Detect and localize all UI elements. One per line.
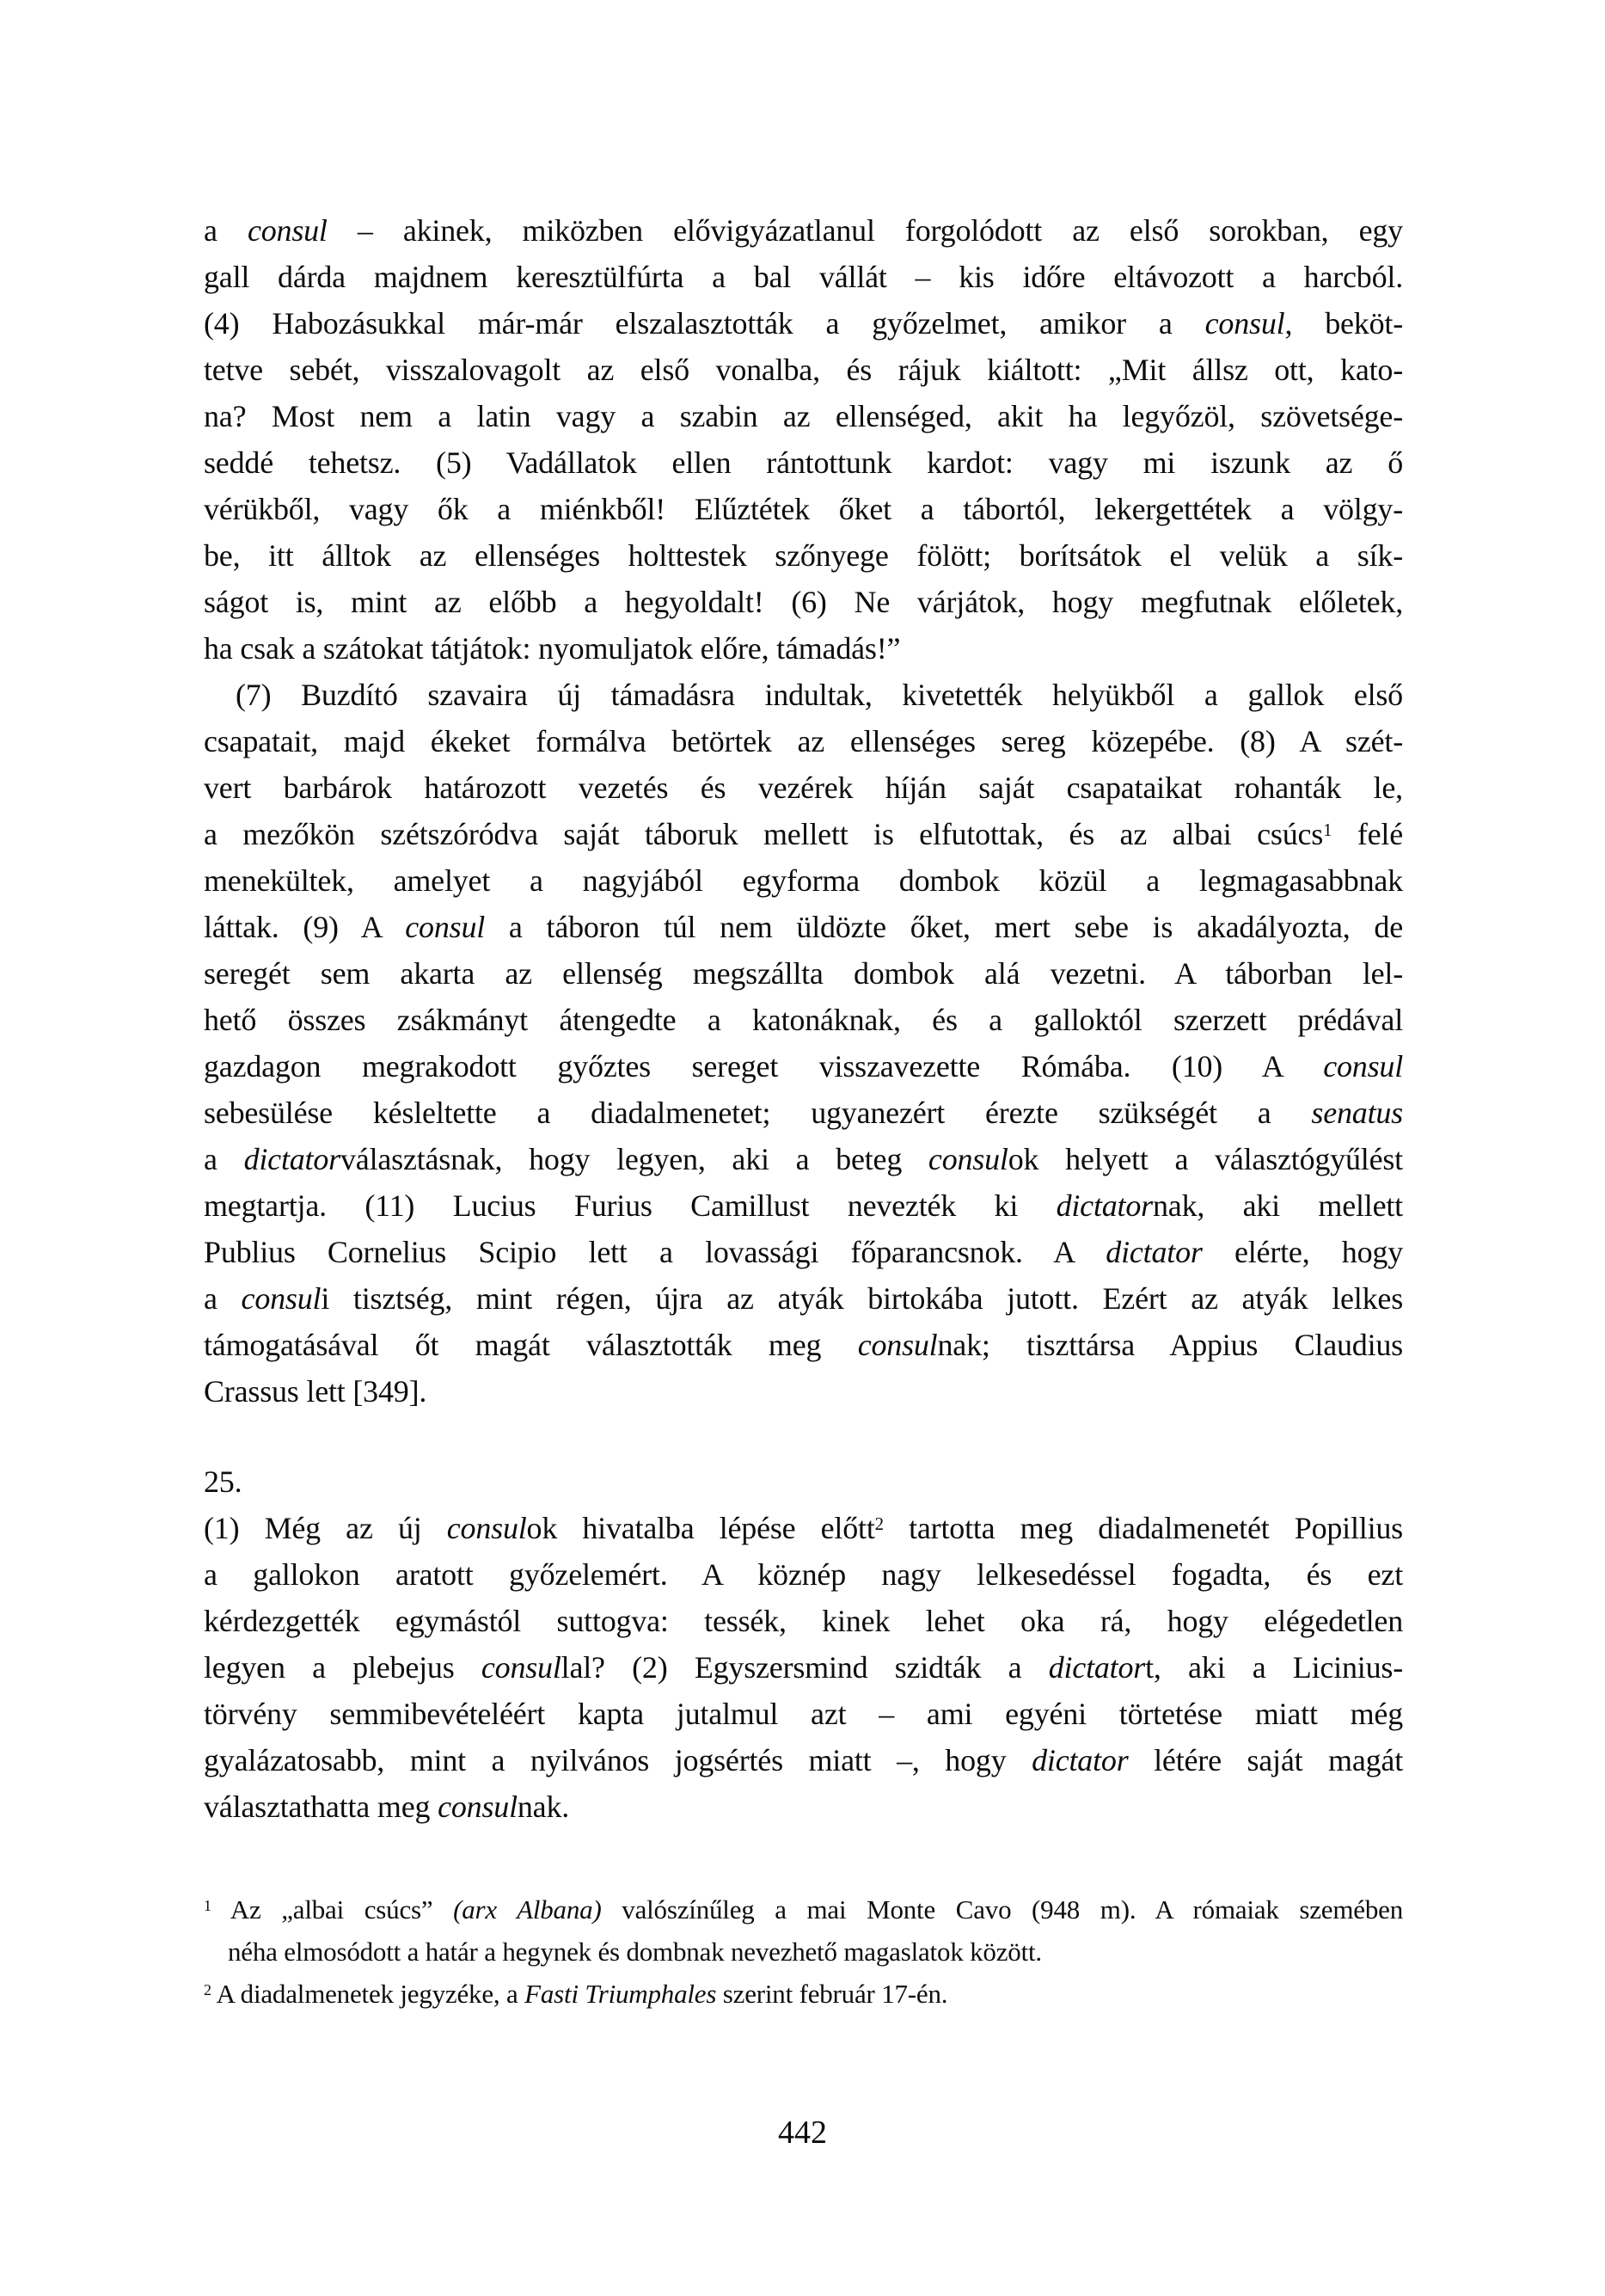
paragraph-2 bbox=[204, 672, 1403, 1415]
text-run: (7) Buzdító szavaira új támadásra indultak, kivetették helyükből a gallok első bbox=[236, 678, 1403, 712]
italic-latin-term: consul bbox=[247, 213, 328, 248]
text-run: ha csak a szátokat tátjátok: nyomuljatok előre, támadás!” bbox=[204, 631, 901, 666]
text-run: menekültek, amelyet a nagyjából egyforma dombok közül a legmagasabbnak bbox=[204, 863, 1403, 898]
text-line bbox=[204, 811, 1403, 857]
footnote-reference: 2 bbox=[874, 1513, 884, 1534]
text-line bbox=[204, 950, 1403, 997]
text-run: legyen a plebejus bbox=[204, 1650, 481, 1685]
text-run: , beköt- bbox=[1284, 306, 1403, 341]
italic-latin-term: consul bbox=[481, 1650, 561, 1685]
italic-latin-term: dictator bbox=[1056, 1188, 1153, 1223]
text-run: hető összes zsákmányt átengedte a katonáknak, és a galloktól szerzett prédával bbox=[204, 1003, 1403, 1037]
text-run: csapatait, majd ékeket formálva betörtek az ellenséges sereg közepébe. (8) A szét- bbox=[204, 724, 1403, 758]
text-run: tetve sebét, visszalovagolt az első vonalba, és rájuk kiáltott: „Mit állsz ott, kato- bbox=[204, 353, 1403, 387]
text-run: a mezőkön szétszóródva saját táboruk mellett is elfutottak, és az albai csúcs bbox=[204, 817, 1324, 851]
text-line bbox=[204, 764, 1403, 811]
text-run: – akinek, miközben elővigyázatlanul forgolódott az első sorokban, egy bbox=[327, 213, 1403, 248]
text-run: elérte, hogy bbox=[1202, 1235, 1404, 1269]
text-run: a gallokon aratott győzelemért. A köznép nagy lelkesedéssel fogadta, és ezt bbox=[204, 1557, 1403, 1592]
text-run: (4) Habozásukkal már-már elszalasztották a győzelmet, amikor a bbox=[204, 306, 1205, 341]
text-line bbox=[204, 1691, 1403, 1737]
text-line bbox=[204, 1931, 1403, 1973]
text-line bbox=[204, 1598, 1403, 1644]
text-run: nak; tiszttársa Appius Claudius bbox=[937, 1328, 1403, 1362]
footnotes bbox=[204, 1888, 1403, 2015]
text-line bbox=[204, 1275, 1403, 1322]
text-run: sebesülése késleltette a diadalmenetet; ugyanezért érezte szükségét a bbox=[204, 1096, 1312, 1130]
text-run: a bbox=[204, 1142, 244, 1176]
text-run: felé bbox=[1332, 817, 1404, 851]
italic-latin-term: senatus bbox=[1311, 1096, 1403, 1130]
italic-latin-term: consul bbox=[446, 1511, 527, 1545]
text-line bbox=[204, 625, 1403, 672]
text-run: nak. bbox=[517, 1790, 570, 1824]
text-line bbox=[204, 1136, 1403, 1182]
text-run: Crassus lett [349]. bbox=[204, 1374, 427, 1409]
text-line bbox=[204, 1783, 1403, 1830]
text-run: létére saját magát bbox=[1128, 1743, 1403, 1777]
text-line bbox=[204, 1888, 1403, 1931]
text-line bbox=[204, 718, 1403, 764]
italic-latin-term: dictator bbox=[1106, 1235, 1203, 1269]
text-line bbox=[204, 904, 1403, 950]
text-run: ok hivatalba lépése előtt bbox=[526, 1511, 875, 1545]
text-run: A diadalmenetek jegyzéke, a bbox=[211, 1979, 525, 2009]
text-run: nak, aki mellett bbox=[1152, 1188, 1403, 1223]
text-line bbox=[204, 347, 1403, 393]
text-run: választásnak, hogy legyen, aki a beteg bbox=[340, 1142, 928, 1176]
text-line bbox=[204, 1043, 1403, 1090]
text-line bbox=[204, 393, 1403, 439]
text-run: Publius Cornelius Scipio lett a lovassági főparancsnok. A bbox=[204, 1235, 1106, 1269]
text-run: szerint február 17-én. bbox=[716, 1979, 948, 2009]
paragraph-3 bbox=[204, 1505, 1403, 1830]
text-run: ságot is, mint az előbb a hegyoldalt! (6) Ne várjátok, hogy megfutnak előletek, bbox=[204, 585, 1403, 619]
text-run: kérdezgették egymástól suttogva: tessék, kinek lehet oka rá, hogy elégedetlen bbox=[204, 1604, 1403, 1638]
text-line bbox=[204, 439, 1403, 486]
text-line bbox=[204, 1973, 1403, 2015]
italic-latin-term: consul bbox=[1204, 306, 1285, 341]
italic-latin-term: consul bbox=[241, 1281, 322, 1316]
text-line bbox=[204, 1644, 1403, 1691]
text-line bbox=[204, 1737, 1403, 1783]
text-run: vert barbárok határozott vezetés és vezérek híján saját csapataikat rohanták le, bbox=[204, 770, 1403, 805]
text-line bbox=[204, 1368, 1403, 1415]
text-run: támogatásával őt magát választották meg bbox=[204, 1328, 858, 1362]
text-line bbox=[204, 207, 1403, 254]
text-line bbox=[204, 254, 1403, 300]
text-run: i tisztség, mint régen, újra az atyák birtokába jutott. Ezért az atyák lelkes bbox=[321, 1281, 1403, 1316]
text-run: a bbox=[204, 213, 248, 248]
text-line bbox=[204, 1182, 1403, 1229]
italic-latin-term: consul bbox=[438, 1790, 518, 1824]
text-line bbox=[204, 1551, 1403, 1598]
section-heading-25: 25. bbox=[204, 1464, 242, 1499]
text-run: gyalázatosabb, mint a nyilvános jogsértés miatt –, hogy bbox=[204, 1743, 1032, 1777]
text-run: seregét sem akarta az ellenség megszállta dombok alá vezetni. A táborban lel- bbox=[204, 956, 1403, 991]
italic-latin-term: dictator bbox=[1032, 1743, 1129, 1777]
italic-latin-term: Fasti Triumphales bbox=[524, 1979, 717, 2009]
text-line bbox=[204, 857, 1403, 904]
text-block bbox=[204, 207, 1403, 2015]
paragraph-1 bbox=[204, 207, 1403, 672]
italic-latin-term: consul bbox=[857, 1328, 938, 1362]
text-line bbox=[204, 579, 1403, 625]
text-line bbox=[204, 1229, 1403, 1275]
text-line bbox=[204, 532, 1403, 579]
footnote-reference: 2 bbox=[204, 1981, 211, 1999]
text-run: láttak. (9) A bbox=[204, 910, 406, 944]
text-line bbox=[204, 672, 1403, 718]
page-number: 442 bbox=[778, 2115, 827, 2151]
footnote-2 bbox=[204, 1973, 1403, 2015]
text-run: (1) Még az új bbox=[204, 1511, 447, 1545]
footnote-1 bbox=[204, 1888, 1403, 1973]
text-run: be, itt álltok az ellenséges holttestek szőnyege fölött; borítsátok el velük a sík- bbox=[204, 538, 1403, 573]
text-run: a táboron túl nem üldözte őket, mert sebe is akadályozta, de bbox=[485, 910, 1403, 944]
footnote-reference: 1 bbox=[204, 1897, 211, 1915]
text-line bbox=[204, 997, 1403, 1043]
text-run: vérükből, vagy ők a miénkből! Elűztétek őket a tábortól, lekergettétek a völgy- bbox=[204, 492, 1403, 526]
text-run: megtartja. (11) Lucius Furius Camillust nevezték ki bbox=[204, 1188, 1057, 1223]
text-run: Az „albai csúcs” bbox=[211, 1894, 454, 1925]
text-run: gall dárda majdnem keresztülfúrta a bal vállát – kis időre eltávozott a harcból. bbox=[204, 260, 1403, 294]
text-run: lal? (2) Egyszersmind szidták a bbox=[561, 1650, 1049, 1685]
italic-latin-term: dictator bbox=[1048, 1650, 1146, 1685]
italic-latin-term: (arx Albana) bbox=[453, 1894, 602, 1925]
text-run: t, aki a Licinius- bbox=[1145, 1650, 1403, 1685]
text-line bbox=[204, 1090, 1403, 1136]
text-run: a bbox=[204, 1281, 242, 1316]
text-run: választathatta meg bbox=[204, 1790, 438, 1824]
text-run: ok helyett a választógyűlést bbox=[1008, 1142, 1403, 1176]
italic-latin-term: consul bbox=[1323, 1049, 1403, 1084]
text-run: tartotta meg diadalmenetét Popillius bbox=[883, 1511, 1403, 1545]
text-line bbox=[204, 1505, 1403, 1551]
text-run: néha elmosódott a határ a hegynek és dombnak nevezhető magaslatok között. bbox=[228, 1937, 1042, 1967]
text-run: gazdagon megrakodott győztes sereget visszavezette Rómába. (10) A bbox=[204, 1049, 1324, 1084]
text-line bbox=[204, 1322, 1403, 1368]
italic-latin-term: consul bbox=[928, 1142, 1008, 1176]
italic-latin-term: dictator bbox=[243, 1142, 340, 1176]
text-run: seddé tehetsz. (5) Vadállatok ellen rántottunk kardot: vagy mi iszunk az ő bbox=[204, 445, 1403, 480]
text-line bbox=[204, 486, 1403, 532]
text-line bbox=[204, 300, 1403, 347]
text-run: valószínűleg a mai Monte Cavo (948 m). A rómaiak szemében bbox=[601, 1894, 1403, 1925]
text-run: na? Most nem a latin vagy a szabin az ellenséged, akit ha legyőzöl, szövetsége- bbox=[204, 399, 1403, 433]
footnote-reference: 1 bbox=[1323, 819, 1332, 840]
text-run: törvény semmibevételéért kapta jutalmul azt – ami egyéni törtetése miatt még bbox=[204, 1697, 1403, 1731]
italic-latin-term: consul bbox=[405, 910, 486, 944]
